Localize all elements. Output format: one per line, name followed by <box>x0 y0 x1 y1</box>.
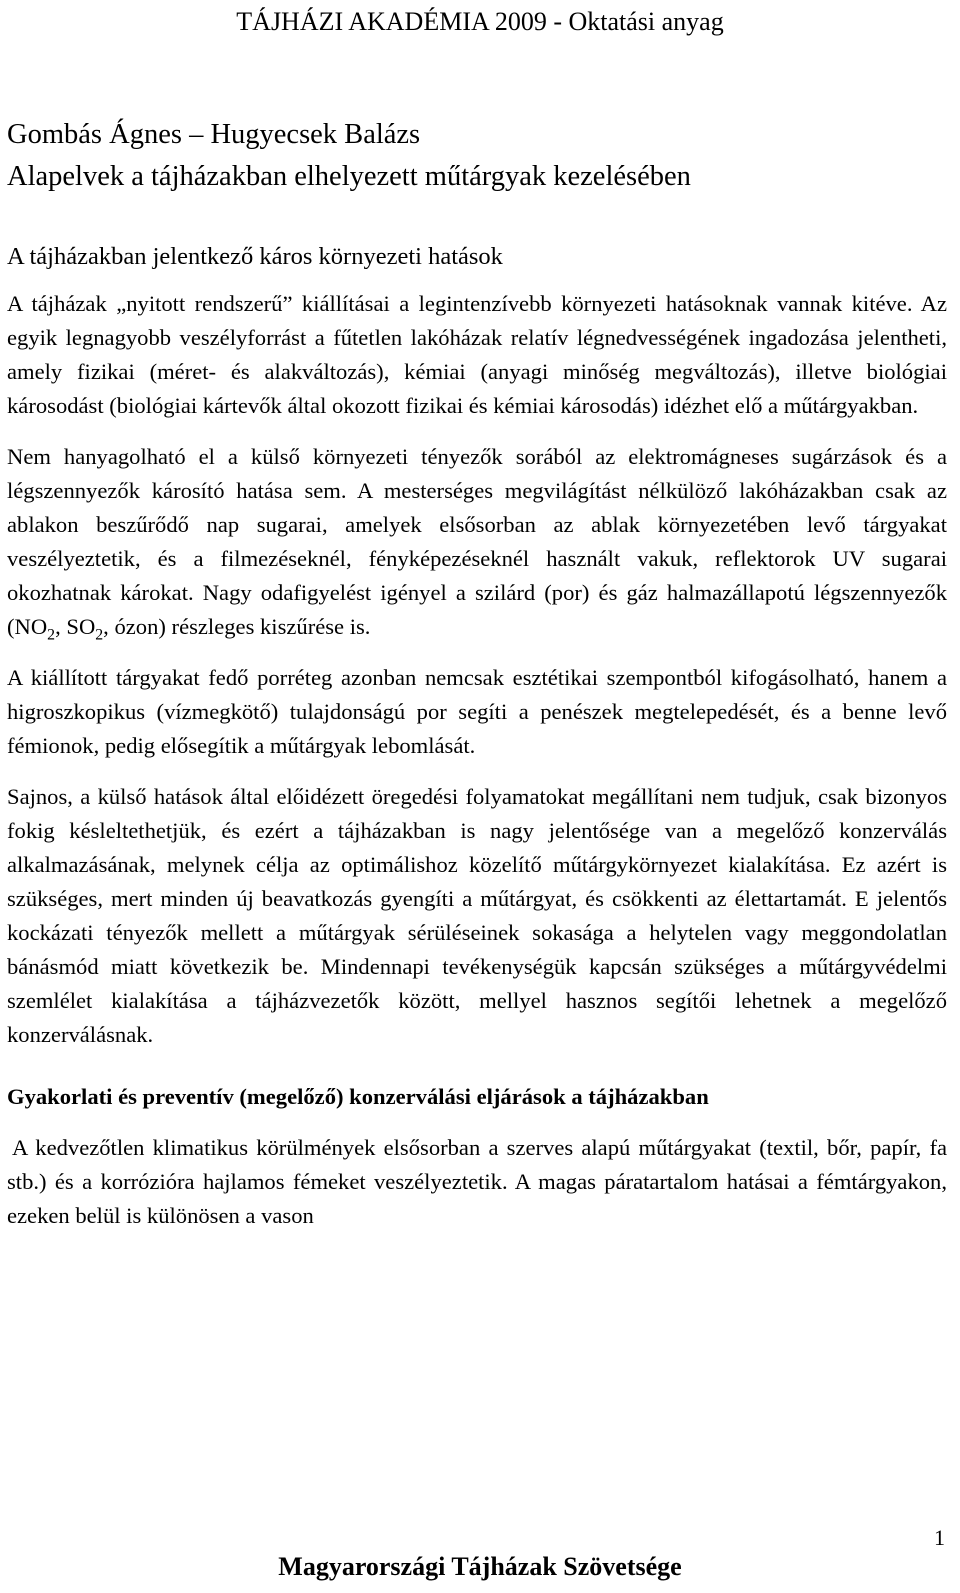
paragraph-4: Sajnos, a külső hatások által előidézett öregedési folyamatokat megállítani nem tudjuk, csak bizonyos fokig késleltethetjük, és ezért a tájházakban is nagy jelentősége van a megelőző konzerválás alkalmazásának, melynek célja az optimálishoz közelítő műtárgykörnyezet kialakítása. Ez azért is szükséges, mert minden új beavatkozás gyengíti a műtárgyat, és csökkenti az élettartamát. E jelentős kockázati tényezők mellett a műtárgyak sérüléseinek sokasága a helytelen vagy meggondolatlan bánásmód miatt következik be. Mindennapi tevékenységük kapcsán szükséges a műtárgyvédelmi szemlélet kialakítása a tájházvezetők között, mellyel hasznos segítői lehetnek a megelőző konzerválásnak. <box>7 784 947 1047</box>
paragraph-2-end: , ózon) részleges kiszűrése is. <box>103 614 371 639</box>
document-title: Alapelvek a tájházakban elhelyezett műtárgyak kezelésében <box>7 161 691 192</box>
paragraph-5: A kedvezőtlen klimatikus körülmények elsősorban a szerves alapú műtárgyakat (textil, bőr, papír, fa stb.) és a korrózióra hajlamos fémeket veszélyeztetik. A magas páratartalom hatásai a fémtárgyakon, ezeken belül is különösen a vason <box>7 1135 947 1228</box>
section-heading-harmful-effects: A tájházakban jelentkező káros környezeti hatások <box>7 243 503 270</box>
document-footer: Magyarországi Tájházak Szövetsége <box>278 1552 682 1581</box>
paragraph-3: A kiállított tárgyakat fedő porréteg azonban nemcsak esztétikai szempontból kifogásolható, hanem a higroszkopikus (vízmegkötő) tulajdonságú por segíti a penészek megtelepedését, és a benne levő fémionok, pedig elősegítik a műtárgyak lebomlását. <box>7 665 947 758</box>
paragraph-2-mid: , SO <box>55 614 96 639</box>
subscript-no2: 2 <box>47 626 56 644</box>
page-number: 1 <box>934 1525 945 1550</box>
paragraph-2 <box>7 440 947 644</box>
document-header: TÁJHÁZI AKADÉMIA 2009 - Oktatási anyag <box>236 7 724 36</box>
document-body <box>7 114 947 1233</box>
subscript-so2: 2 <box>95 626 104 644</box>
section-heading-preventive: Gyakorlati és preventív (megelőző) konzerválási eljárások a tájházakban <box>7 1084 709 1109</box>
paragraph-2-main: Nem hanyagolható el a külső környezeti tényezők sorából az elektromágneses sugárzások és a légszennyezők károsító hatása sem. A mesterséges megvilágítást nélkülöző lakóházakban csak az ablakon beszűrődő nap sugarai, amelyek elsősorban az ablak környezetében levő tárgyakat veszélyeztetik, és a filmezéseknél, fényképezéseknél használt vakuk, reflektorok UV sugarai okozhatnak károkat. Nagy odafigyelést igényel a szilárd (por) és gáz halmazállapotú légszennyezők (NO <box>7 444 947 639</box>
authors-line: Gombás Ágnes – Hugyecsek Balázs <box>7 119 421 150</box>
paragraph-1: A tájházak „nyitott rendszerű” kiállításai a legintenzívebb környezeti hatásoknak vannak kitéve. Az egyik legnagyobb veszélyforrást a fűtetlen lakóházak relatív légnedvességének ingadozása jelentheti, amely fizikai (méret- és alakváltozás), kémiai (anyagi minőség megváltozás), illetve biológiai károsodást (biológiai kártevők által okozott fizikai és kémiai károsodás) idézhet elő a műtárgyakban. <box>7 291 947 418</box>
